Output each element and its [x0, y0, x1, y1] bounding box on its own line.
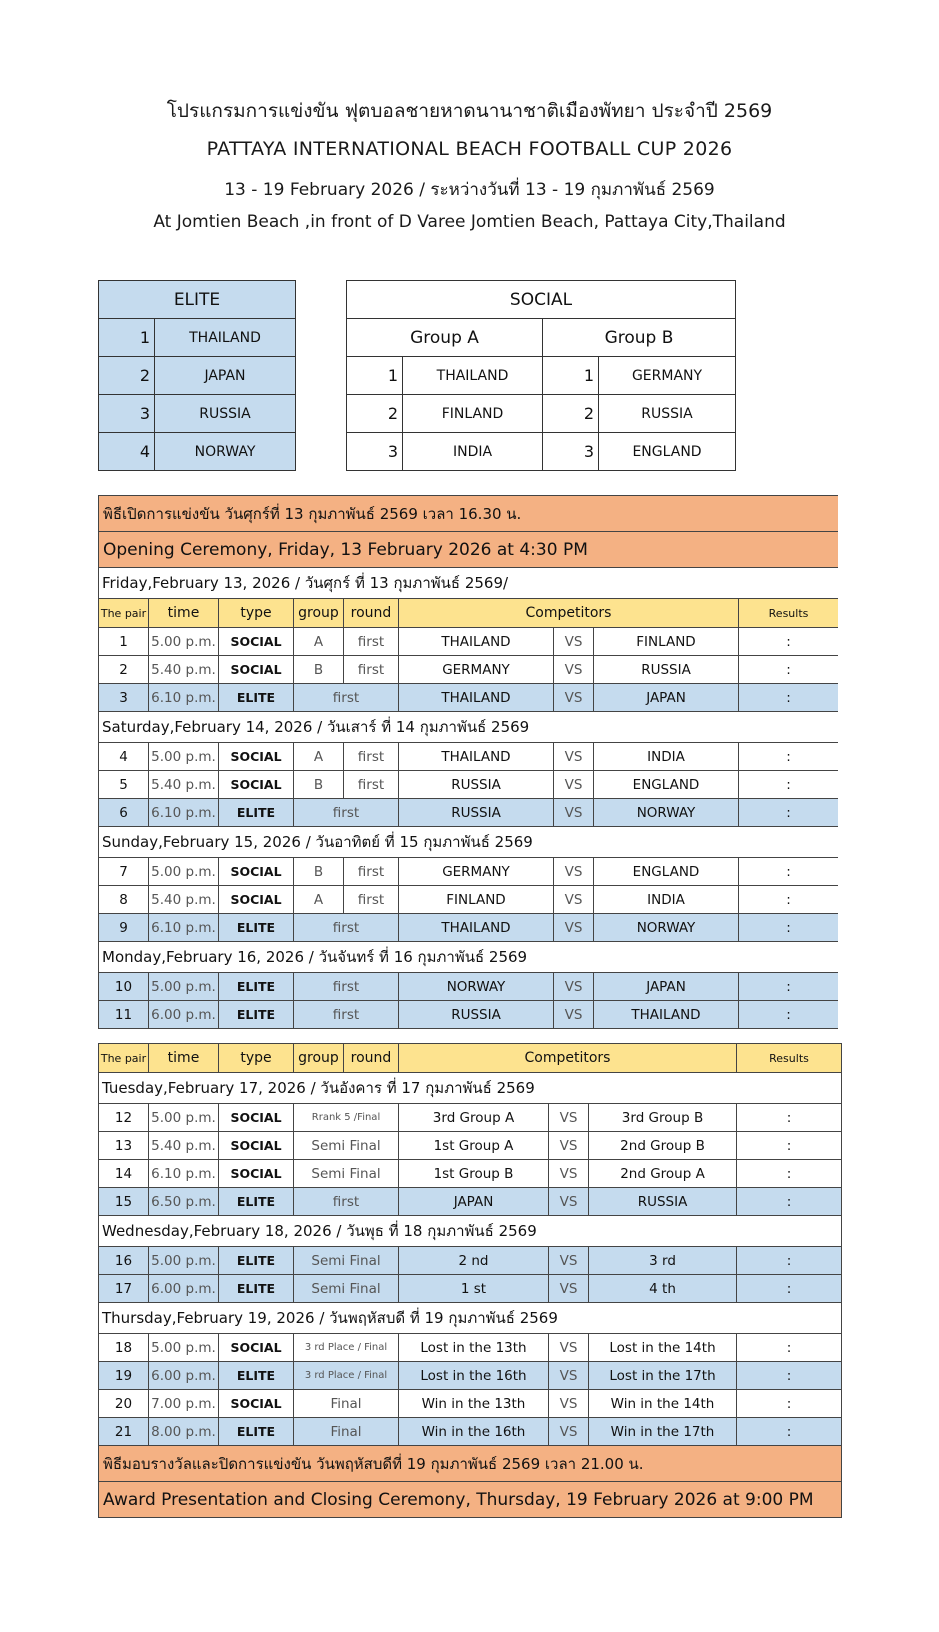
match-type: SOCIAL [219, 628, 294, 656]
match-row [99, 1001, 839, 1029]
match-row [99, 1334, 842, 1362]
column-header-row [99, 1044, 842, 1073]
closing-row-thai [99, 1446, 842, 1482]
home-team: NORWAY [399, 973, 554, 1001]
pair-number: 13 [99, 1132, 149, 1160]
pair-number: 4 [99, 743, 149, 771]
team-name: FINLAND [403, 395, 543, 433]
match-round: first [294, 684, 399, 712]
home-team: THAILAND [399, 914, 554, 942]
match-row [99, 1188, 842, 1216]
match-round: Semi Final [294, 1275, 399, 1303]
column-header-row [99, 599, 839, 628]
day-label: Sunday,February 15, 2026 / วันอาทิตย์ ที่ 15 กุมภาพันธ์ 2569 [99, 827, 839, 858]
col-group: group [294, 599, 344, 628]
day-header-row [99, 1216, 842, 1247]
team-number: 3 [347, 433, 403, 471]
match-result: : [739, 1001, 839, 1029]
match-time: 5.40 p.m. [149, 771, 219, 799]
match-round: Semi Final [294, 1247, 399, 1275]
pair-number: 11 [99, 1001, 149, 1029]
match-time: 8.00 p.m. [149, 1418, 219, 1446]
match-result: : [737, 1275, 842, 1303]
match-type: ELITE [219, 973, 294, 1001]
match-time: 5.40 p.m. [149, 886, 219, 914]
match-time: 5.00 p.m. [149, 628, 219, 656]
group-b-header: Group B [543, 319, 736, 357]
vs-label: VS [554, 1001, 594, 1029]
away-team: JAPAN [594, 684, 739, 712]
match-round: first [344, 858, 399, 886]
away-team: NORWAY [594, 799, 739, 827]
away-team: ENGLAND [594, 771, 739, 799]
pair-number: 9 [99, 914, 149, 942]
team-name: ENGLAND [599, 433, 736, 471]
match-round: first [294, 1188, 399, 1216]
pair-number: 8 [99, 886, 149, 914]
match-type: SOCIAL [219, 1160, 294, 1188]
match-row [99, 771, 839, 799]
home-team: FINLAND [399, 886, 554, 914]
away-team: FINLAND [594, 628, 739, 656]
vs-label: VS [554, 973, 594, 1001]
day-header-row [99, 1303, 842, 1334]
away-team: Lost in the 14th [589, 1334, 737, 1362]
team-name: GERMANY [599, 357, 736, 395]
match-time: 6.10 p.m. [149, 1160, 219, 1188]
pair-number: 15 [99, 1188, 149, 1216]
away-team: Lost in the 17th [589, 1362, 737, 1390]
away-team: 2nd Group A [589, 1160, 737, 1188]
match-type: ELITE [219, 1001, 294, 1029]
vs-label: VS [554, 771, 594, 799]
schedule-table-2 [98, 1043, 842, 1518]
match-round: first [294, 1001, 399, 1029]
match-type: ELITE [219, 1188, 294, 1216]
match-time: 5.00 p.m. [149, 1334, 219, 1362]
pair-number: 18 [99, 1334, 149, 1362]
match-result: : [739, 771, 839, 799]
match-time: 5.00 p.m. [149, 1104, 219, 1132]
match-type: SOCIAL [219, 1132, 294, 1160]
pair-number: 17 [99, 1275, 149, 1303]
match-time: 5.00 p.m. [149, 973, 219, 1001]
vs-label: VS [549, 1362, 589, 1390]
match-group: B [294, 656, 344, 684]
match-row [99, 684, 839, 712]
match-type: ELITE [219, 1275, 294, 1303]
vs-label: VS [554, 858, 594, 886]
match-round: Semi Final [294, 1160, 399, 1188]
pair-number: 20 [99, 1390, 149, 1418]
match-row [99, 1247, 842, 1275]
team-number: 2 [99, 357, 155, 395]
vs-label: VS [554, 886, 594, 914]
match-row [99, 914, 839, 942]
home-team: Win in the 16th [399, 1418, 549, 1446]
team-number: 1 [347, 357, 403, 395]
match-round: first [344, 886, 399, 914]
match-type: ELITE [219, 1247, 294, 1275]
match-time: 5.40 p.m. [149, 1132, 219, 1160]
col-results: Results [737, 1044, 842, 1073]
elite-teams-table [98, 280, 296, 471]
pair-number: 6 [99, 799, 149, 827]
away-team: 2nd Group B [589, 1132, 737, 1160]
match-result: : [737, 1188, 842, 1216]
match-row [99, 973, 839, 1001]
home-team: RUSSIA [399, 799, 554, 827]
match-result: : [739, 973, 839, 1001]
vs-label: VS [554, 799, 594, 827]
pair-number: 7 [99, 858, 149, 886]
pair-number: 21 [99, 1418, 149, 1446]
closing-ceremony-thai: พิธีมอบรางวัลและปิดการแข่งขัน วันพฤหัสบดีที่ 19 กุมภาพันธ์ 2569 เวลา 21.00 น. [99, 1446, 842, 1482]
day-header-row [99, 568, 839, 599]
match-time: 6.10 p.m. [149, 799, 219, 827]
match-type: SOCIAL [219, 1334, 294, 1362]
match-result: : [737, 1390, 842, 1418]
opening-ceremony-english: Opening Ceremony, Friday, 13 February 2026 at 4:30 PM [99, 532, 839, 568]
vs-label: VS [554, 743, 594, 771]
pair-number: 1 [99, 628, 149, 656]
match-round: first [344, 743, 399, 771]
match-round: first [344, 771, 399, 799]
social-title: SOCIAL [347, 281, 736, 319]
pair-number: 2 [99, 656, 149, 684]
title-english: PATTAYA INTERNATIONAL BEACH FOOTBALL CUP 2026 [206, 138, 733, 160]
away-team: INDIA [594, 743, 739, 771]
home-team: 1st Group A [399, 1132, 549, 1160]
match-time: 5.00 p.m. [149, 743, 219, 771]
away-team: JAPAN [594, 973, 739, 1001]
home-team: THAILAND [399, 743, 554, 771]
match-group: A [294, 628, 344, 656]
closing-row-english [99, 1482, 842, 1518]
away-team: 3rd Group B [589, 1104, 737, 1132]
match-type: SOCIAL [219, 656, 294, 684]
match-result: : [737, 1418, 842, 1446]
match-type: ELITE [219, 1418, 294, 1446]
day-header-row [99, 1073, 842, 1104]
match-time: 5.00 p.m. [149, 858, 219, 886]
home-team: Lost in the 16th [399, 1362, 549, 1390]
opening-ceremony-thai: พิธีเปิดการแข่งขัน วันศุกร์ที่ 13 กุมภาพันธ์ 2569 เวลา 16.30 น. [99, 496, 839, 532]
team-name: JAPAN [155, 357, 296, 395]
match-time: 6.50 p.m. [149, 1188, 219, 1216]
match-result: : [737, 1104, 842, 1132]
team-number: 3 [99, 395, 155, 433]
vs-label: VS [549, 1418, 589, 1446]
away-team: ENGLAND [594, 858, 739, 886]
vs-label: VS [549, 1104, 589, 1132]
match-result: : [739, 886, 839, 914]
home-team: GERMANY [399, 858, 554, 886]
home-team: THAILAND [399, 684, 554, 712]
match-time: 6.00 p.m. [149, 1275, 219, 1303]
home-team: RUSSIA [399, 1001, 554, 1029]
match-result: : [737, 1160, 842, 1188]
team-name: RUSSIA [599, 395, 736, 433]
team-number: 2 [347, 395, 403, 433]
match-row [99, 1104, 842, 1132]
match-result: : [739, 799, 839, 827]
day-header-row [99, 942, 839, 973]
match-row [99, 1275, 842, 1303]
team-number: 1 [543, 357, 599, 395]
match-group: A [294, 743, 344, 771]
home-team: JAPAN [399, 1188, 549, 1216]
home-team: RUSSIA [399, 771, 554, 799]
vs-label: VS [549, 1132, 589, 1160]
team-number: 1 [99, 319, 155, 357]
home-team: Win in the 13th [399, 1390, 549, 1418]
day-header-row [99, 827, 839, 858]
team-name: RUSSIA [155, 395, 296, 433]
vs-label: VS [549, 1247, 589, 1275]
day-label: Saturday,February 14, 2026 / วันเสาร์ ที่ 14 กุมภาพันธ์ 2569 [99, 712, 839, 743]
match-result: : [737, 1362, 842, 1390]
away-team: Win in the 17th [589, 1418, 737, 1446]
day-header-row [99, 712, 839, 743]
vs-label: VS [549, 1275, 589, 1303]
team-number: 3 [543, 433, 599, 471]
match-row [99, 1132, 842, 1160]
team-name: THAILAND [403, 357, 543, 395]
match-type: SOCIAL [219, 1104, 294, 1132]
vs-label: VS [554, 684, 594, 712]
match-time: 5.40 p.m. [149, 656, 219, 684]
pair-number: 19 [99, 1362, 149, 1390]
day-label: Thursday,February 19, 2026 / วันพฤหัสบดี ที่ 19 กุมภาพันธ์ 2569 [99, 1303, 842, 1334]
away-team: 3 rd [589, 1247, 737, 1275]
schedule-table-1 [98, 495, 838, 1029]
match-type: ELITE [219, 1362, 294, 1390]
match-type: SOCIAL [219, 771, 294, 799]
date-range: 13 - 19 February 2026 / ระหว่างวันที่ 13 - 19 กุมภาพันธ์ 2569 [224, 180, 715, 200]
match-result: : [737, 1334, 842, 1362]
match-type: SOCIAL [219, 886, 294, 914]
pair-number: 5 [99, 771, 149, 799]
away-team: RUSSIA [589, 1188, 737, 1216]
title-thai: โปรแกรมการแข่งขัน ฟุตบอลชายหาดนานาชาติเมืองพัทยา ประจำปี 2569 [166, 100, 773, 122]
col-type: type [219, 599, 294, 628]
away-team: Win in the 14th [589, 1390, 737, 1418]
home-team: 2 nd [399, 1247, 549, 1275]
col-time: time [149, 599, 219, 628]
team-name: THAILAND [155, 319, 296, 357]
col-pair: The pair [99, 1044, 149, 1073]
elite-title: ELITE [99, 281, 296, 319]
col-competitors: Competitors [399, 1044, 737, 1073]
day-label: Friday,February 13, 2026 / วันศุกร์ ที่ 13 กุมภาพันธ์ 2569/ [99, 568, 839, 599]
pair-number: 10 [99, 973, 149, 1001]
day-label: Wednesday,February 18, 2026 / วันพุธ ที่ 18 กุมภาพันธ์ 2569 [99, 1216, 842, 1247]
vs-label: VS [549, 1334, 589, 1362]
home-team: 1st Group B [399, 1160, 549, 1188]
pair-number: 14 [99, 1160, 149, 1188]
match-result: : [739, 684, 839, 712]
match-result: : [739, 858, 839, 886]
group-a-header: Group A [347, 319, 543, 357]
match-time: 6.00 p.m. [149, 1362, 219, 1390]
match-row [99, 656, 839, 684]
match-type: SOCIAL [219, 743, 294, 771]
match-result: : [739, 743, 839, 771]
match-row [99, 628, 839, 656]
team-name: NORWAY [155, 433, 296, 471]
pair-number: 12 [99, 1104, 149, 1132]
match-row [99, 858, 839, 886]
match-result: : [739, 656, 839, 684]
pair-number: 16 [99, 1247, 149, 1275]
match-result: : [739, 914, 839, 942]
home-team: Lost in the 13th [399, 1334, 549, 1362]
match-result: : [739, 628, 839, 656]
match-group: B [294, 858, 344, 886]
home-team: 3rd Group A [399, 1104, 549, 1132]
match-group: B [294, 771, 344, 799]
match-row [99, 743, 839, 771]
match-round: first [294, 914, 399, 942]
col-type: type [219, 1044, 294, 1073]
match-round: first [344, 656, 399, 684]
match-round: Semi Final [294, 1132, 399, 1160]
team-name: INDIA [403, 433, 543, 471]
home-team: THAILAND [399, 628, 554, 656]
closing-ceremony-english: Award Presentation and Closing Ceremony, Thursday, 19 February 2026 at 9:00 PM [99, 1482, 842, 1518]
match-type: ELITE [219, 914, 294, 942]
match-type: ELITE [219, 684, 294, 712]
match-row [99, 1418, 842, 1446]
vs-label: VS [549, 1188, 589, 1216]
match-round: first [344, 628, 399, 656]
away-team: INDIA [594, 886, 739, 914]
vs-label: VS [554, 656, 594, 684]
match-time: 6.10 p.m. [149, 914, 219, 942]
away-team: NORWAY [594, 914, 739, 942]
match-time: 5.00 p.m. [149, 1247, 219, 1275]
col-time: time [149, 1044, 219, 1073]
col-round: round [344, 599, 399, 628]
social-teams-table [346, 280, 736, 471]
match-group: A [294, 886, 344, 914]
match-round: 3 rd Place / Final [294, 1334, 399, 1362]
home-team: GERMANY [399, 656, 554, 684]
col-round: round [344, 1044, 399, 1073]
vs-label: VS [554, 628, 594, 656]
match-row [99, 886, 839, 914]
away-team: 4 th [589, 1275, 737, 1303]
match-round: 3 rd Place / Final [294, 1362, 399, 1390]
away-team: RUSSIA [594, 656, 739, 684]
match-result: : [737, 1247, 842, 1275]
match-round: Final [294, 1390, 399, 1418]
col-competitors: Competitors [399, 599, 739, 628]
schedule-part1 [98, 495, 838, 1043]
match-round: Rrank 5 /Final [294, 1104, 399, 1132]
match-type: ELITE [219, 799, 294, 827]
col-group: group [294, 1044, 344, 1073]
team-number: 2 [543, 395, 599, 433]
match-row [99, 1160, 842, 1188]
match-result: : [737, 1132, 842, 1160]
match-time: 6.10 p.m. [149, 684, 219, 712]
vs-label: VS [549, 1160, 589, 1188]
match-round: first [294, 799, 399, 827]
match-type: SOCIAL [219, 858, 294, 886]
match-row [99, 1390, 842, 1418]
away-team: THAILAND [594, 1001, 739, 1029]
vs-label: VS [554, 914, 594, 942]
col-pair: The pair [99, 599, 149, 628]
vs-label: VS [549, 1390, 589, 1418]
venue: At Jomtien Beach ,in front of D Varee Jomtien Beach, Pattaya City,Thailand [153, 212, 786, 232]
match-row [99, 1362, 842, 1390]
day-label: Tuesday,February 17, 2026 / วันอังคาร ที่ 17 กุมภาพันธ์ 2569 [99, 1073, 842, 1104]
match-row [99, 799, 839, 827]
day-label: Monday,February 16, 2026 / วันจันทร์ ที่ 16 กุมภาพันธ์ 2569 [99, 942, 839, 973]
match-time: 6.00 p.m. [149, 1001, 219, 1029]
match-round: first [294, 973, 399, 1001]
match-round: Final [294, 1418, 399, 1446]
pair-number: 3 [99, 684, 149, 712]
match-time: 7.00 p.m. [149, 1390, 219, 1418]
team-number: 4 [99, 433, 155, 471]
col-results: Results [739, 599, 839, 628]
home-team: 1 st [399, 1275, 549, 1303]
match-type: SOCIAL [219, 1390, 294, 1418]
